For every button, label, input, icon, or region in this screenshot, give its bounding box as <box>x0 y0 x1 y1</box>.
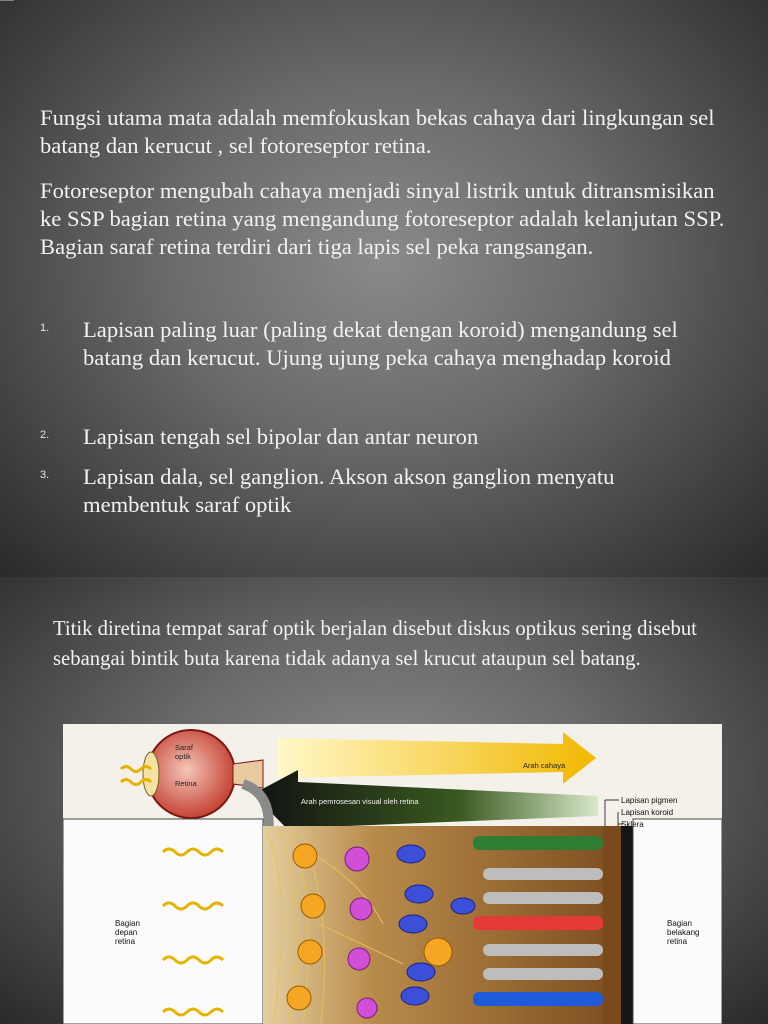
list-item <box>40 463 730 527</box>
front-panel <box>63 819 263 1024</box>
list-number: 2. <box>40 429 50 441</box>
slide-2 <box>0 577 768 1024</box>
list-item-text: Lapisan dala, sel ganglion. Akson akson ganglion menyatu membentuk saraf optik <box>83 464 615 517</box>
lapisan-koroid-label: Lapisan koroid <box>621 808 674 817</box>
paragraph-2: Fotoreseptor mengubah cahaya menjadi sinyal listrik untuk ditransmisikan ke SSP bagian retina yang mengandung fotoreseptor adalah kelanjutan SSP. Bagian saraf retina terdiri dari tiga lapis sel peka rangsangan. <box>40 178 725 259</box>
arah-pemrosesan-label: Arah pemrosesan visual oleh retina <box>301 797 419 806</box>
arah-cahaya-label: Arah cahaya <box>523 761 566 770</box>
list-number: 3. <box>40 469 50 481</box>
sklera-label: Sklera <box>621 820 644 829</box>
retina-figure <box>63 724 722 1024</box>
light-direction-arrow <box>278 732 596 784</box>
list-item <box>40 423 730 455</box>
paragraph-1: Fungsi utama mata adalah memfokuskan bekas cahaya dari lingkungan sel batang dan kerucut , sel fotoreseptor retina. <box>40 105 715 158</box>
list-number: 1. <box>40 322 50 334</box>
pigment-layer <box>603 826 621 1024</box>
bagian-depan-label: Bagian depan retina <box>115 919 140 946</box>
list-item-text: Lapisan tengah sel bipolar dan antar neuron <box>83 424 479 449</box>
choroid-layer <box>621 826 633 1024</box>
retina-label: Retina <box>175 779 197 788</box>
eye-lens <box>143 752 159 796</box>
list-item-text: Lapisan paling luar (paling dekat dengan koroid) mengandung sel batang dan kerucut. Ujung ujung peka cahaya menghadap koroid <box>83 317 678 370</box>
frame-line <box>0 0 14 1</box>
list-item <box>40 316 730 416</box>
saraf-optik-label: Saraf optik <box>175 743 193 761</box>
slide-2-text: Titik diretina tempat saraf optik berjalan disebut diskus optikus sering disebut sebangai bintik buta karena tidak adanya sel krucut ataupun sel batang. <box>53 618 697 670</box>
retina-diagram <box>63 724 722 1024</box>
lapisan-pigmen-label: Lapisan pigmen <box>621 796 678 805</box>
bagian-belakang-label: Bagian belakang retina <box>667 919 700 946</box>
